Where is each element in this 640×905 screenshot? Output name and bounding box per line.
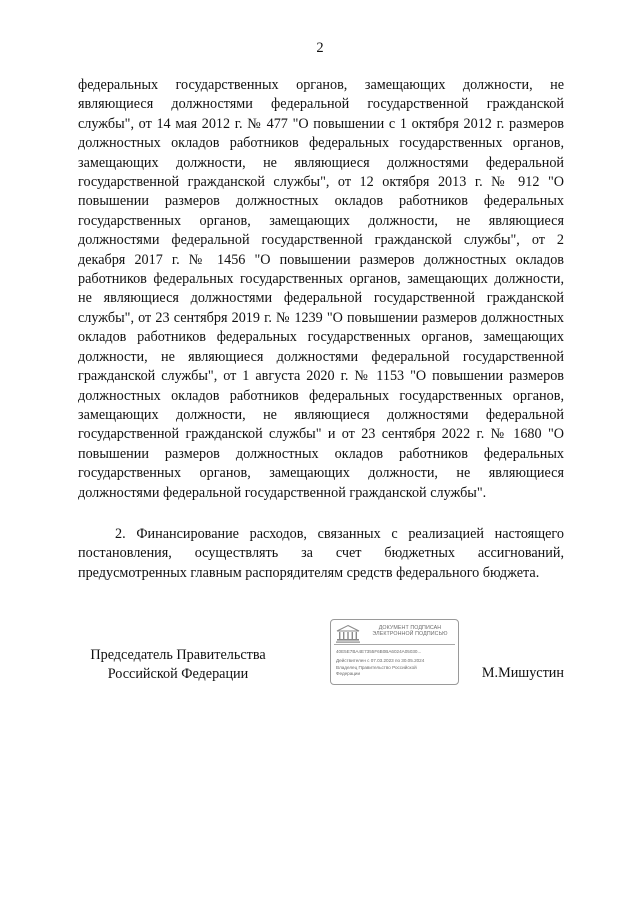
stamp-validity: Действителен с 07.03.2023 по 30.05.2024 bbox=[336, 658, 425, 663]
stamp-title-line-2: ЭЛЕКТРОННОЙ ПОДПИСЬЮ bbox=[372, 631, 448, 638]
signatory-position-line-1: Председатель Правительства bbox=[90, 647, 266, 663]
paragraph-financing: 2. Финансирование расходов, связанных с реализацией настоящего постановления, осуществлять за счет бюджетных ассигнований, предусмотренных главным распорядителям средств федерального бюджета. bbox=[78, 526, 564, 581]
page-number: 2 bbox=[316, 40, 324, 56]
stamp-certificate: 40E5E7BA4E7355F6B0BA6024A05030... bbox=[336, 649, 422, 654]
paragraph-continuation: федеральных государственных органов, замещающих должности, не являющиеся должностями федеральной государственной гражданской службы", от 14 мая 2012 г. № 477 "О повышении с 1 октября 2012 г. размеров должностных окладов работников федеральных государственных органов, замещающих должности, не являющиеся должностями федеральной государственной гражданской службы", от 12 октября 2013 г. № 912 "О повышении размеров должностных окладов работников федеральных государственных органов, замещающих должности, не являющиеся должностями федеральной государственной гражданской службы", от 2 декабря 2017 г. № 1456 "О повышении размеров должностных окладов работников федеральных государственных органов, замещающих должности, не являющиеся должностями федеральной государственной гражданской службы", от 23 сентября 2019 г. № 1239 "О повышении размеров должностных окладов работников федеральных государственных органов, замещающих должности, не являющиеся должностями федеральной государственной гражданской службы", от 1 августа 2020 г. № 1153 "О повышении размеров должностных окладов работников федеральных государственных органов, замещающих должности, не являющиеся должностями федеральной государственной гражданской службы" и от 23 сентября 2022 г. № 1680 "О повышении размеров должностных окладов работников федеральных государственных органов, замещающих должности, не являющиеся должностями федеральной государственной гражданской службы". bbox=[78, 77, 564, 501]
stamp-owner-line-1: Владелец Правительство Российской bbox=[336, 665, 417, 670]
stamp-divider bbox=[334, 644, 455, 645]
stamp-title bbox=[363, 625, 457, 638]
signatory-name: М.Мишустин bbox=[481, 665, 564, 681]
stamp-owner-line-2: Федерации bbox=[336, 671, 361, 676]
stamp-title-line-1: ДОКУМЕНТ ПОДПИСАН bbox=[378, 625, 442, 631]
signatory-position bbox=[78, 646, 278, 684]
electronic-signature-stamp bbox=[330, 619, 459, 685]
government-emblem-icon bbox=[335, 624, 361, 644]
signatory-position-line-2: Российской Федерации bbox=[107, 666, 249, 682]
